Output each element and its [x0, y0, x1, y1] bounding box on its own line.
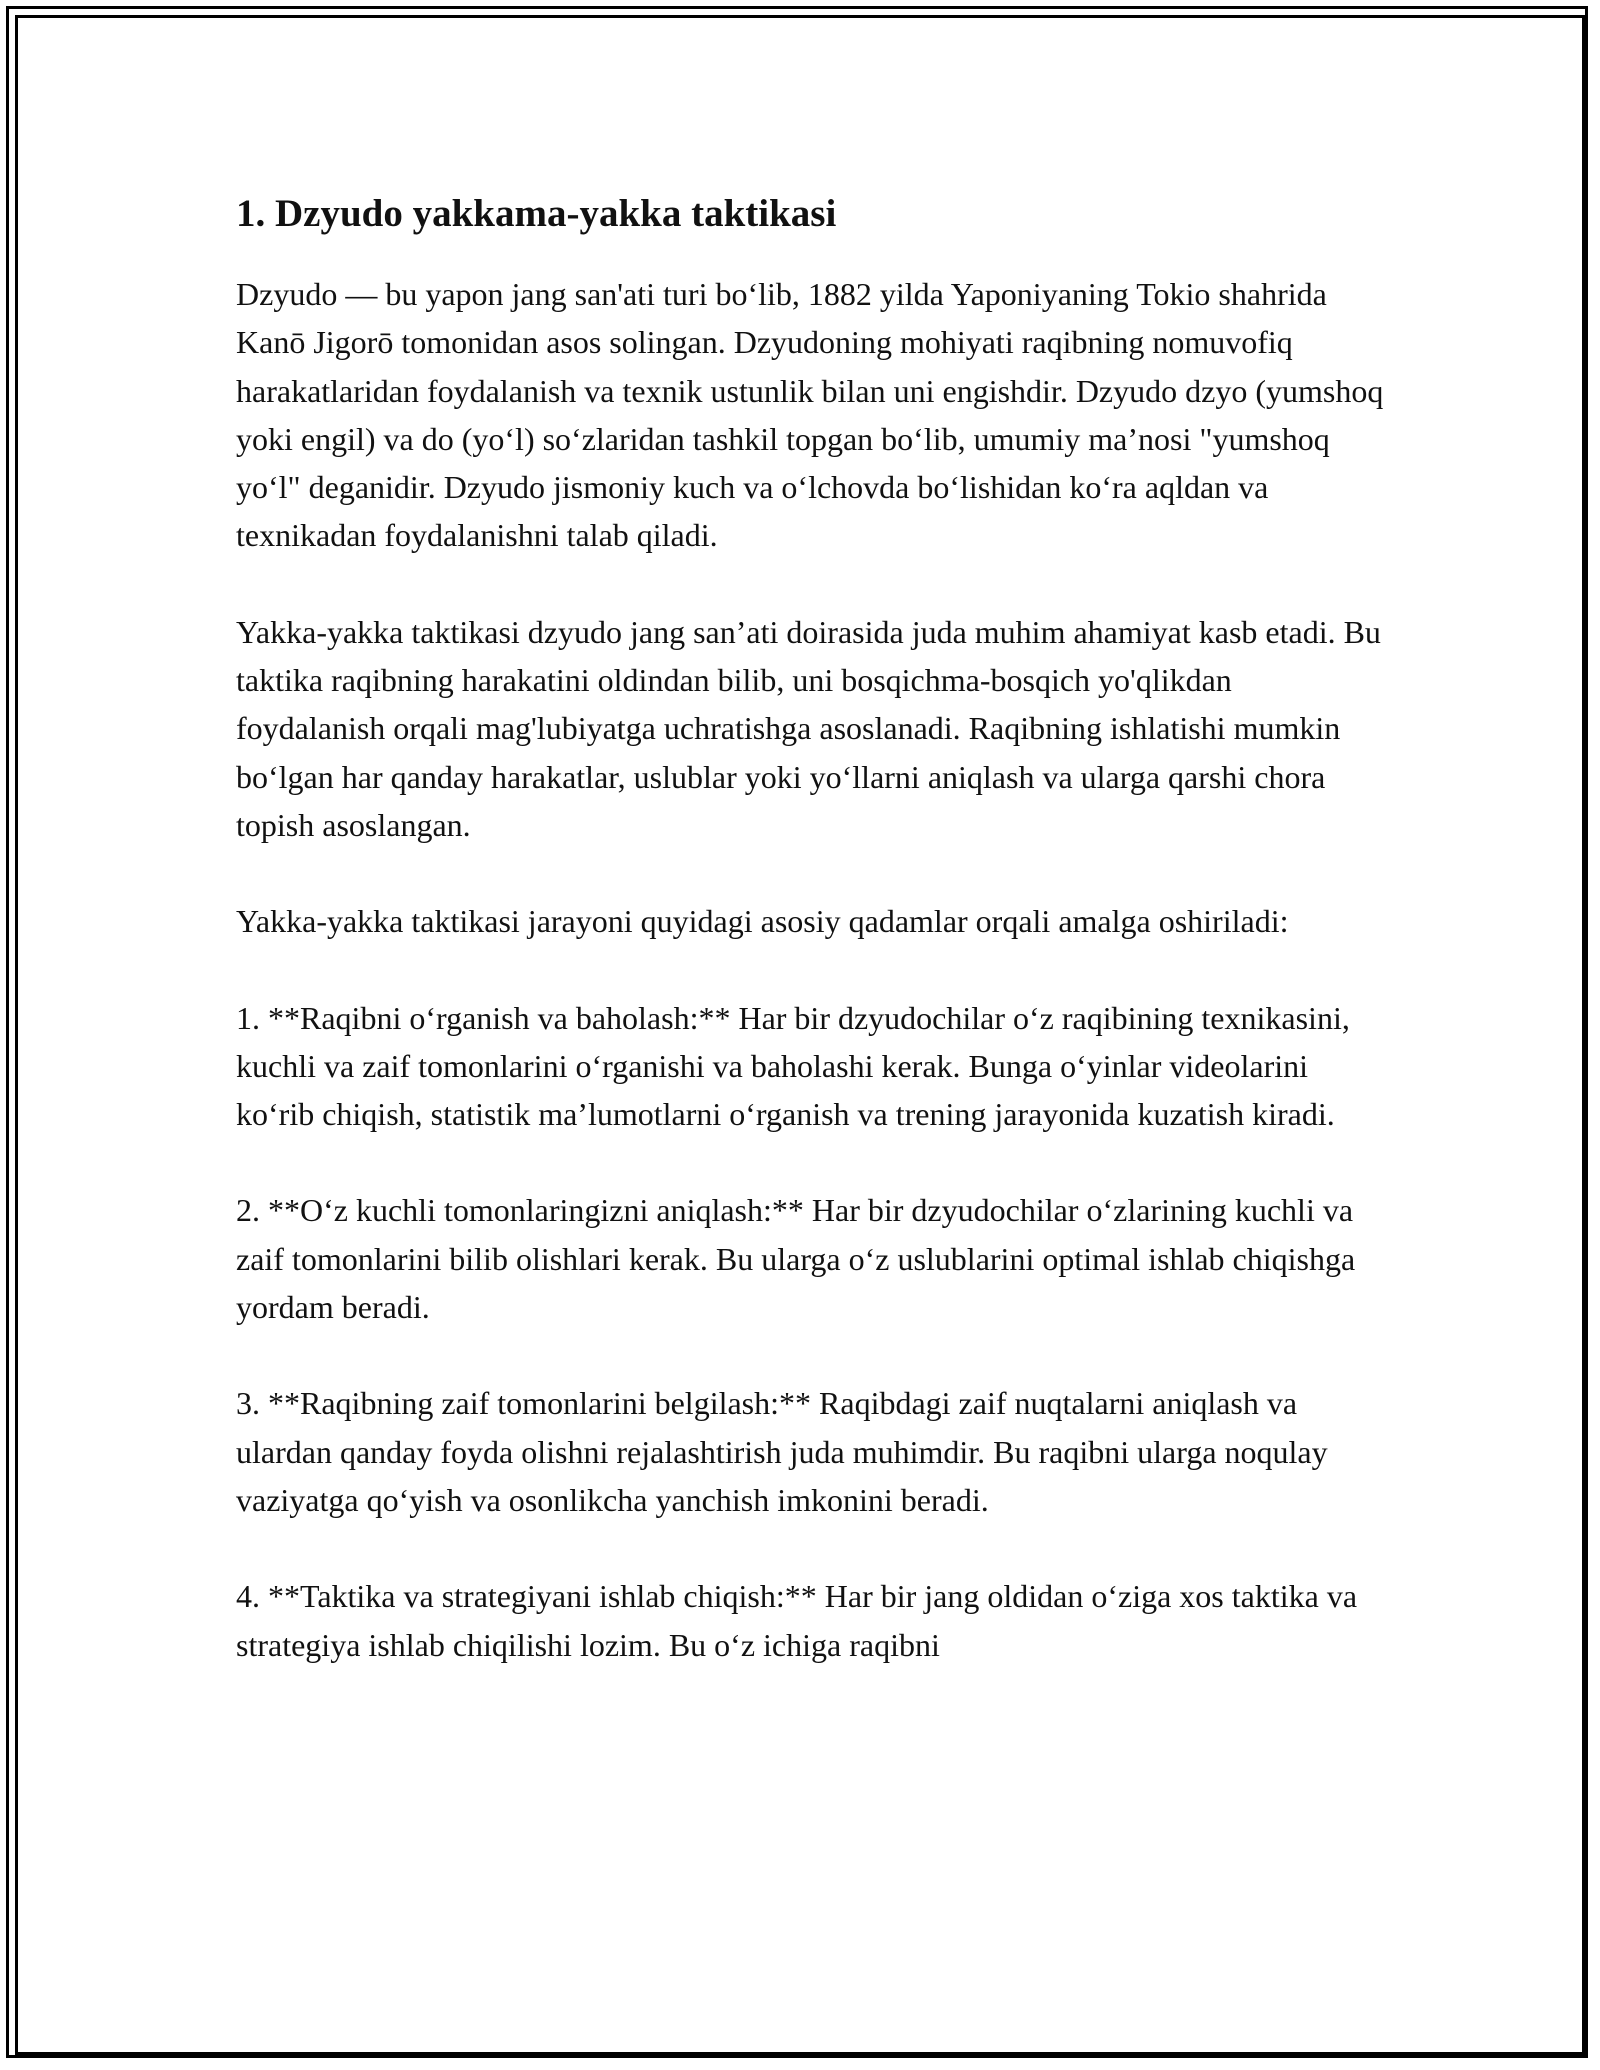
list-item-step-4: 4. **Taktika va strategiyani ishlab chiqish:** Har bir jang oldidan o‘ziga xos taktika va strategiya ishlab chiqilishi lozim. Bu o‘z ichiga raqibni — [236, 1578, 1358, 1663]
list-item-step-3: 3. **Raqibning zaif tomonlarini belgilash:** Raqibdagi zaif nuqtalarni aniqlash va ulardan qanday foyda olishni rejalashtirish juda muhimdir. Bu raqibni ularga noqulay vaziyatga qo‘yish va osonlikcha yanchish imkonini beradi. — [236, 1385, 1328, 1518]
paragraph-tactics: Yakka-yakka taktikasi dzyudo jang san’ati doirasida juda muhim ahamiyat kasb etadi. Bu taktika raqibning harakatini oldindan bilib, uni bosqichma-bosqich yo'qlikdan foydalanish orqali mag'lubiyatga uchratishga asoslanadi. Raqibning ishlatishi mumkin bo‘lgan har qanday harakatlar, uslublar yoki yo‘llarni aniqlash va ularga qarshi chora topish asoslangan. — [236, 613, 1381, 843]
document-body — [236, 188, 1386, 1717]
section-heading: 1. Dzyudo yakkama-yakka taktikasi — [236, 192, 837, 235]
list-item-step-2: 2. **O‘z kuchli tomonlaringizni aniqlash:** Har bir dzyudochilar o‘zlarining kuchli va zaif tomonlarini bilib olishlari kerak. Bu ularga o‘z uslublarini optimal ishlab chiqishga yordam beradi. — [236, 1192, 1356, 1326]
list-item-step-1: 1. **Raqibni o‘rganish va baholash:** Har bir dzyudochilar o‘z raqibining texnikasini, kuchli va zaif tomonlarini o‘rganishi va baholashi kerak. Bunga o‘yinlar videolarini ko‘rib chiqish, statistik ma’lumotlarni o‘rganish va trening jarayonida kuzatish kiradi. — [236, 999, 1350, 1133]
paragraph-intro: Dzyudo — bu yapon jang san'ati turi bo‘lib, 1882 yilda Yaponiyaning Tokio shahrida Kanō Jigorō tomonidan asos solingan. Dzyudoning mohiyati raqibning nomuvofiq harakatlaridan foydalanish va texnik ustunlik bilan uni engishdir. Dzyudo dzyo (yumshoq yoki engil) va do (yo‘l) so‘zlaridan tashkil topgan bo‘lib, umumiy ma’nosi "yumshoq yo‘l" deganidir. Dzyudo jismoniy kuch va o‘lchovda bo‘lishidan ko‘ra aqldan va texnikadan foydalanishni talab qiladi. — [236, 276, 1384, 554]
paragraph-steps-intro: Yakka-yakka taktikasi jarayoni quyidagi asosiy qadamlar orqali amalga oshiriladi: — [236, 903, 1289, 940]
